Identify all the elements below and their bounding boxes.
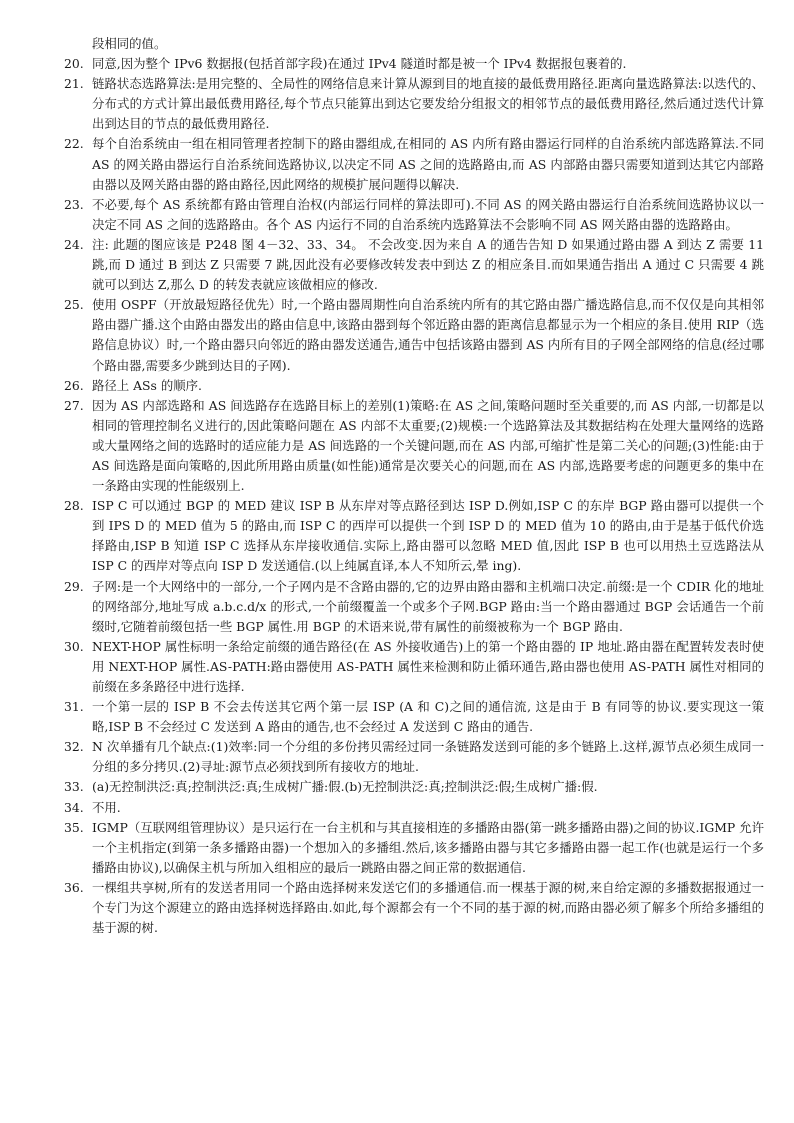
answer-number: 33. — [64, 779, 84, 795]
answer-item — [64, 637, 764, 697]
answer-text: NEXT-HOP 属性标明一条给定前缀的通告路径(在 AS 外接收通告)上的第一个路由器的 IP 地址.路由器在配置转发表时使用 NEXT-HOP 属性.AS-PATH:路由器使用 AS-PATH 属性来检测和防止循环通告,路由器也使用 AS-PATH 属性对相同的前缀在多条路径中进行选择. — [92, 638, 764, 694]
answer-text: ISP C 可以通过 BGP 的 MED 建议 ISP B 从东岸对等点路径到达 ISP D.例如,ISP C 的东岸 BGP 路由器可以提供一个到 IPS D 的 MED 值为 5 的路由,而 ISP C 的西岸可以提供一个到 ISP D 的 MED 值为 10 的路由,由于是基于低代价选择路由,ISP B 知道 ISP C 选择从东岸接收通信.实际上,路由器可以忽略 MED 值,因此 ISP B 也可以用热土豆选路法从 ISP C 的西岸对等点向 ISP D 发送通信.(以上纯属直译,本人不知所云,晕 ing). — [92, 498, 764, 574]
answer-number: 22. — [64, 136, 84, 152]
answer-number: 32. — [64, 739, 84, 755]
answer-item — [64, 496, 764, 576]
answer-text: 链路状态选路算法:是用完整的、全局性的网络信息来计算从源到目的地直接的最低费用路径.距离向量选路算法:以迭代的、分布式的方式计算出最低费用路径,每个节点只能算出到达它要发给分组报文的相邻节点的最低费用路径,然后通过迭代计算出到达目的节点的最低费用路径. — [92, 76, 764, 132]
answer-text: 一棵组共享树,所有的发送者用同一个路由选择树来发送它们的多播通信.而一棵基于源的树,来自给定源的多播数据报通过一个专门为这个源建立的路由选择树选择路由.如此,每个源都会有一个不同的基于源的树,而路由器必须了解多个所给多播组的基于源的树. — [92, 879, 764, 936]
answer-item — [64, 74, 764, 134]
answer-item — [64, 376, 764, 396]
answer-text: 一个第一层的 ISP B 不会去传送其它两个第一层 ISP (A 和 C)之间的通信流, 这是由于 B 有同等的协议.要实现这一策略,ISP B 不会经过 C 发送到 A 路由的通告,也不会经过 A 发送到 C 路由的通告. — [92, 699, 764, 735]
answer-item — [64, 697, 764, 737]
answer-number: 27. — [64, 397, 84, 413]
answer-text: (a)无控制洪泛:真;控制洪泛:真;生成树广播:假.(b)无控制洪泛:真;控制洪泛:假;生成树广播:假. — [92, 779, 598, 795]
answer-text: 子网:是一个大网络中的一部分,一个子网内是不含路由器的,它的边界由路由器和主机端口决定.前缀:是一个 CDIR 化的地址的网络部分,地址写成 a.b.c.d/x 的形式,一个前缀覆盖一个或多个子网.BGP 路由:当一个路由器通过 BGP 会话通告一个前缀时,它随着前缀包括一些 BGP 属性.用 BGP 的术语来说,带有属性的前缀被称为一个 BGP 路由. — [92, 578, 764, 634]
continuation-text: 段相同的值。 — [92, 36, 167, 51]
answer-number: 31. — [64, 699, 84, 715]
answer-text: 路径上 ASs 的顺序. — [92, 377, 202, 393]
answer-text: 不用. — [92, 799, 121, 815]
answer-item — [64, 798, 764, 818]
answer-number: 24. — [64, 236, 84, 252]
answer-text: 因为 AS 内部选路和 AS 间选路存在选路目标上的差别(1)策略:在 AS 之间,策略问题时至关重要的,而 AS 内部,一切都是以相同的管理控制名义进行的,因此策略问题在 AS 内部不太重要;(2)规模:一个选路算法及其数据结构在处理大量网络的选路或大量网络之间的选路时的适应能力是 AS 间选路的一个关键问题,而在 AS 内部,可缩扩性是第二关心的问题;(3)性能:由于 AS 间选路是面向策略的,因此所用路由质量(如性能)通常是次要关心的问题,而在 AS 内部,选路要考虑的问题更多的集中在一条路由实现的性能级别上. — [92, 397, 764, 494]
answer-number: 25. — [64, 297, 84, 313]
answer-number: 26. — [64, 377, 84, 393]
answer-item — [64, 818, 764, 878]
answer-item — [64, 235, 764, 295]
answer-number: 35. — [64, 819, 84, 835]
answer-item — [64, 134, 764, 194]
answer-text: IGMP（互联网组管理协议）是只运行在一台主机和与其直接相连的多播路由器(第一跳多播路由器)之间的协议.IGMP 允许一个主机指定(到第一条多播路由器)一个想加入的多播组.然后,该多播路由器与其它多播路由器一起工作(也就是运行一个多播路由协议),以确保主机与所加入组相应的最后一跳路由器之间正常的数据通信. — [92, 819, 764, 875]
answer-item — [64, 396, 764, 496]
answer-item — [64, 577, 764, 637]
answer-item — [64, 878, 764, 938]
answer-item — [64, 295, 764, 375]
answer-number: 23. — [64, 196, 84, 212]
answer-text: 注: 此题的图应该是 P248 图 4－32、33、34。 不会改变.因为来自 A 的通告告知 D 如果通过路由器 A 到达 Z 需要 11 跳,而 D 通过 B 到达 Z 只需要 7 跳,因此没有必要修改转发表中到达 Z 的相应条目.而如果通告指出 A 通过 C 只需要 4 跳就可以到达 Z,那么 D 的转发表就应该做相应的修改. — [92, 236, 764, 293]
answer-number: 21. — [64, 76, 84, 92]
answer-text: 使用 OSPF（开放最短路径优先）时,一个路由器周期性向自治系统内所有的其它路由器广播选路信息,而不仅仅是向其相邻路由器广播.这个由路由器发出的路由信息中,该路由器到每个邻近路由器的距离信息都显示为一个相应的条目.使用 RIP（选路信息协议）时,一个路由器只向邻近的路由器发送通告,通告中包括该路由器到 AS 内所有目的子网全部网络的信息(经过哪个路由器,需要多少跳到达目的子网). — [92, 297, 764, 373]
document-page — [64, 34, 764, 938]
answer-number: 36. — [64, 879, 84, 895]
answer-list — [64, 54, 764, 938]
answer-number: 34. — [64, 799, 84, 815]
answer-text: N 次单播有几个缺点:(1)效率:同一个分组的多份拷贝需经过同一条链路发送到可能的多个链路上.这样,源节点必须生成同一分组的多分拷贝.(2)寻址:源节点必须找到所有接收方的地址. — [92, 739, 764, 775]
answer-text: 不必要,每个 AS 系统都有路由管理自治权(内部运行同样的算法即可).不同 AS 的网关路由器运行自治系统间选路协议以一决定不同 AS 之间的选路路由。各个 AS 内运行不同的自治系统内选路算法不会影响不同 AS 网关路由器的选路路由。 — [92, 196, 764, 232]
answer-text: 每个自治系统由一组在相同管理者控制下的路由器组成,在相同的 AS 内所有路由器运行同样的自治系统内部选路算法.不同 AS 的网关路由器运行自治系统间选路协议,以决定不同 AS 之间的选路路由,而 AS 内部路由器只需要知道到达其它内部路由器以及网关路由器的路由路径,因此网络的规模扩展问题得以解决. — [92, 136, 764, 192]
answer-number: 28. — [64, 498, 84, 514]
answer-number: 20. — [64, 56, 84, 72]
answer-item — [64, 737, 764, 777]
answer-text: 同意,因为整个 IPv6 数据报(包括首部字段)在通过 IPv4 隧道时都是被一个 IPv4 数据报包裹着的. — [92, 56, 627, 72]
answer-number: 30. — [64, 638, 84, 654]
answer-item — [64, 777, 764, 797]
answer-item — [64, 195, 764, 235]
answer-number: 29. — [64, 578, 84, 594]
answer-item — [64, 54, 764, 74]
